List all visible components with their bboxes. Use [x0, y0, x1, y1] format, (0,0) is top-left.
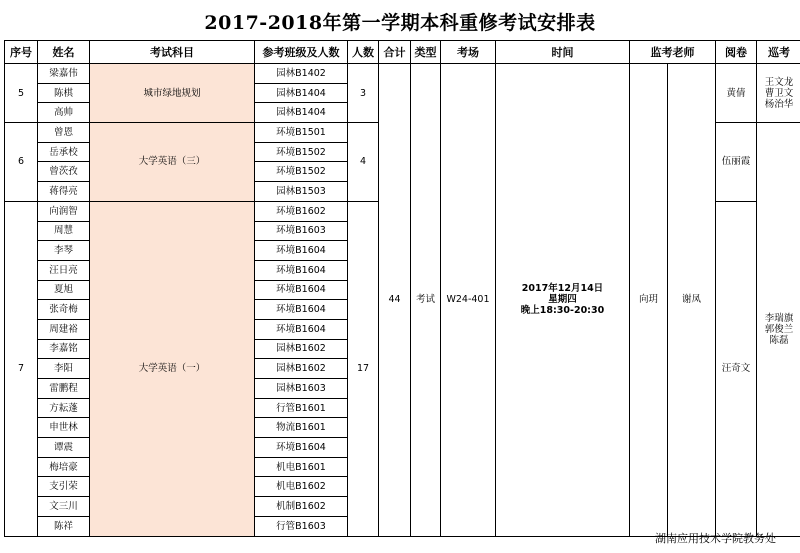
time-cell	[496, 64, 630, 537]
patrol-cell	[757, 64, 800, 123]
class-cell: 园林B1404	[255, 103, 348, 123]
count-cell: 4	[348, 123, 379, 202]
class-cell: 行管B1603	[255, 516, 348, 536]
class-cell: 环境B1604	[255, 241, 348, 261]
student-name: 李阳	[38, 359, 90, 379]
grader-cell: 黄倩	[716, 64, 757, 123]
header-type: 类型	[411, 41, 441, 64]
time-cell-line: 星期四	[548, 294, 577, 306]
exam-schedule-table	[4, 40, 800, 537]
class-cell: 园林B1603	[255, 379, 348, 399]
student-name: 陈祥	[38, 516, 90, 536]
grader-cell: 汪奇文	[716, 201, 757, 536]
student-name: 支引荣	[38, 477, 90, 497]
class-cell: 环境B1604	[255, 438, 348, 458]
class-cell: 环境B1501	[255, 123, 348, 143]
subject-cell: 城市绿地规划	[90, 64, 255, 123]
header-seq: 序号	[5, 41, 38, 64]
table-body	[5, 41, 800, 537]
seq-cell: 5	[5, 64, 38, 123]
class-cell: 园林B1602	[255, 339, 348, 359]
class-cell: 环境B1604	[255, 300, 348, 320]
seq-cell: 6	[5, 123, 38, 202]
class-cell: 环境B1502	[255, 142, 348, 162]
class-cell: 环境B1502	[255, 162, 348, 182]
patrol-cell-line: 郭俊兰	[764, 323, 794, 335]
room-cell: W24-401	[441, 64, 496, 537]
header-grader: 阅卷	[716, 41, 757, 64]
class-cell: 机制B1602	[255, 497, 348, 517]
student-name: 向润智	[38, 201, 90, 221]
footer-issuer: 湖南应用技术学院教务处	[655, 532, 776, 545]
patrol-cell-line: 王文龙	[764, 76, 794, 88]
student-name: 李嘉铭	[38, 339, 90, 359]
student-name: 申世林	[38, 418, 90, 438]
student-name: 梅培豪	[38, 457, 90, 477]
header-subject: 考试科目	[90, 41, 255, 64]
grader-cell: 伍丽霞	[716, 123, 757, 202]
class-cell: 园林B1602	[255, 359, 348, 379]
time-cell-line: 2017年12月14日	[521, 283, 604, 295]
header-count: 人数	[348, 41, 379, 64]
header-time: 时间	[496, 41, 630, 64]
total-cell: 44	[379, 64, 411, 537]
class-cell: 环境B1602	[255, 201, 348, 221]
subject-cell: 大学英语（三）	[90, 123, 255, 202]
count-cell: 3	[348, 64, 379, 123]
student-name: 蒋得亮	[38, 182, 90, 202]
page-title: 2017-2018年第一学期本科重修考试安排表	[204, 12, 596, 34]
class-cell: 环境B1604	[255, 280, 348, 300]
class-cell: 环境B1603	[255, 221, 348, 241]
student-name: 曾恩	[38, 123, 90, 143]
header-total: 合计	[379, 41, 411, 64]
class-cell: 行管B1601	[255, 398, 348, 418]
class-cell: 园林B1404	[255, 83, 348, 103]
student-name: 汪日亮	[38, 260, 90, 280]
student-name: 李琴	[38, 241, 90, 261]
subject-cell: 大学英语（一）	[90, 201, 255, 536]
student-name: 周建裕	[38, 319, 90, 339]
class-cell: 机电B1602	[255, 477, 348, 497]
student-name: 夏旭	[38, 280, 90, 300]
patrol-cell-line: 曹卫文	[764, 87, 794, 99]
patrol-cell-line: 陈磊	[769, 334, 789, 346]
patrol-cell	[757, 123, 800, 536]
student-name: 谭震	[38, 438, 90, 458]
class-cell: 环境B1604	[255, 319, 348, 339]
student-name: 高帅	[38, 103, 90, 123]
student-name: 雷鹏程	[38, 379, 90, 399]
student-name: 文三川	[38, 497, 90, 517]
student-name: 曾茨孜	[38, 162, 90, 182]
patrol-cell-line: 杨治华	[764, 98, 794, 110]
class-cell: 环境B1604	[255, 260, 348, 280]
class-cell: 园林B1402	[255, 64, 348, 84]
patrol-cell-line: 李瑞旗	[764, 312, 794, 324]
student-name: 张奇梅	[38, 300, 90, 320]
header-invigilators: 监考老师	[630, 41, 716, 64]
student-name: 梁嘉伟	[38, 64, 90, 84]
table-row	[5, 64, 800, 84]
seq-cell: 7	[5, 201, 38, 536]
header-row	[5, 41, 800, 64]
header-patrol: 巡考	[757, 41, 800, 64]
count-cell: 17	[348, 201, 379, 536]
invigilator-1: 向玥	[630, 64, 668, 537]
class-cell: 机电B1601	[255, 457, 348, 477]
type-cell: 考试	[411, 64, 441, 537]
student-name: 岳承校	[38, 142, 90, 162]
header-room: 考场	[441, 41, 496, 64]
time-cell-line: 晚上18:30-20:30	[520, 305, 605, 317]
invigilator-2: 谢凤	[668, 64, 716, 537]
student-name: 周慧	[38, 221, 90, 241]
class-cell: 物流B1601	[255, 418, 348, 438]
class-cell: 园林B1503	[255, 182, 348, 202]
header-name: 姓名	[38, 41, 90, 64]
student-name: 陈棋	[38, 83, 90, 103]
student-name: 方耘蓬	[38, 398, 90, 418]
header-classes: 参考班级及人数	[255, 41, 348, 64]
